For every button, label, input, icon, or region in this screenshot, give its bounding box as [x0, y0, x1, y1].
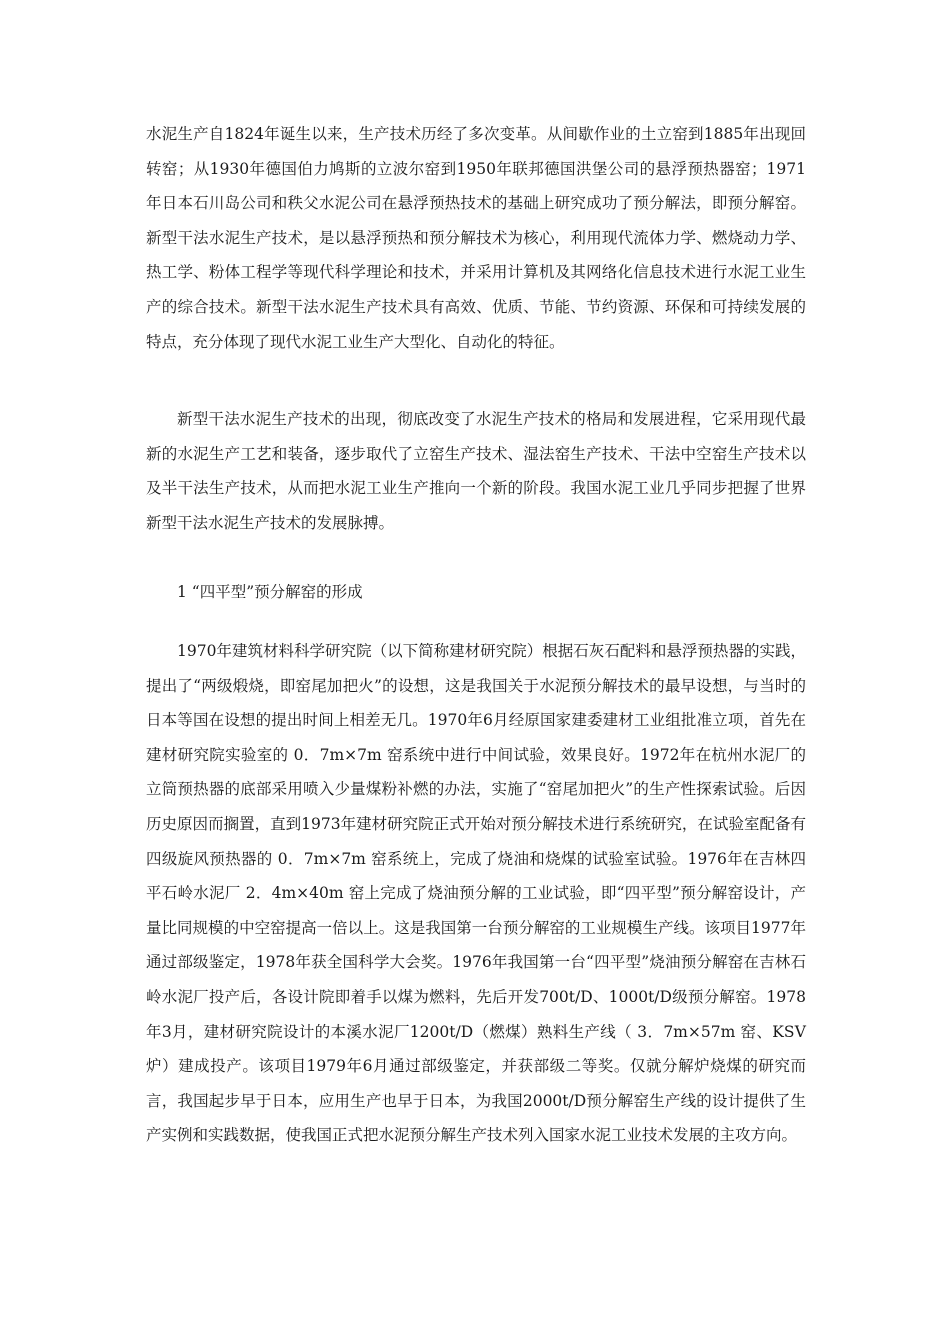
intro-paragraph: 水泥生产自1824年诞生以来，生产技术历经了多次变革。从间歇作业的土立窑到1885年出现回转窑；从1930年德国伯力鸠斯的立波尔窑到1950年联邦德国洪堡公司的悬浮预热器窑；1971年日本石川岛公司和秩父水泥公司在悬浮预热技术的基础上研究成功了预分解法，即预分解窑。新型干法水泥生产技术，是以悬浮预热和预分解技术为核心，利用现代流体力学、燃烧动力学、热工学、粉体工程学等现代科学理论和技术，并采用计算机及其网络化信息技术进行水泥工业生产的综合技术。新型干法水泥生产技术具有高效、优质、节能、节约资源、环保和可持续发展的特点，充分体现了现代水泥工业生产大型化、自动化的特征。 — [146, 125, 806, 351]
section-heading: 1 “四平型”预分解窑的形成 — [177, 583, 363, 601]
body-paragraph: 1970年建筑材料科学研究院（以下简称建材研究院）根据石灰石配料和悬浮预热器的实践，提出了“两级煅烧，即窑尾加把火”的设想，这是我国关于水泥预分解技术的最早设想，与当时的日本等国在设想的提出时间上相差无几。1970年6月经原国家建委建材工业组批准立项，首先在建材研究院实验室的 0．7m×7m 窑系统中进行中间试验，效果良好。1972年在杭州水泥厂的立筒预热器的底部采用喷入少量煤粉补燃的办法，实施了“窑尾加把火”的生产性探索试验。后因历史原因而搁置，直到1973年建材研究院正式开始对预分解技术进行系统研究，在试验室配备有四级旋风预热器的 0．7m×7m 窑系统上，完成了烧油和烧煤的试验室试验。1976年在吉林四平石岭水泥厂 2．4m×40m 窑上完成了烧油预分解的工业试验，即“四平型”预分解窑设计，产量比同规模的中空窑提高一倍以上。这是我国第一台预分解窑的工业规模生产线。该项目1977年通过部级鉴定，1978年获全国科学大会奖。1976年我国第一台“四平型”烧油预分解窑在吉林石岭水泥厂投产后，各设计院即着手以煤为燃料，先后开发700t/D、1000t/D级预分解窑。1978年3月，建材研究院设计的本溪水泥厂1200t/D（燃煤）熟料生产线（ 3．7m×57m 窑、KSⅤ炉）建成投产。该项目1979年6月通过部级鉴定，并获部级二等奖。仅就分解炉烧煤的研究而言，我国起步早于日本，应用生产也早于日本，为我国2000t/D预分解窑生产线的设计提供了生产实例和实践数据，使我国正式把水泥预分解生产技术列入国家水泥工业技术发展的主攻方向。 — [146, 642, 806, 1145]
body-paragraph: 新型干法水泥生产技术的出现，彻底改变了水泥生产技术的格局和发展进程，它采用现代最新的水泥生产工艺和装备，逐步取代了立窑生产技术、湿法窑生产技术、干法中空窑生产技术以及半干法生产技术，从而把水泥工业生产推向一个新的阶段。我国水泥工业几乎同步把握了世界新型干法水泥生产技术的发展脉搏。 — [146, 410, 806, 532]
